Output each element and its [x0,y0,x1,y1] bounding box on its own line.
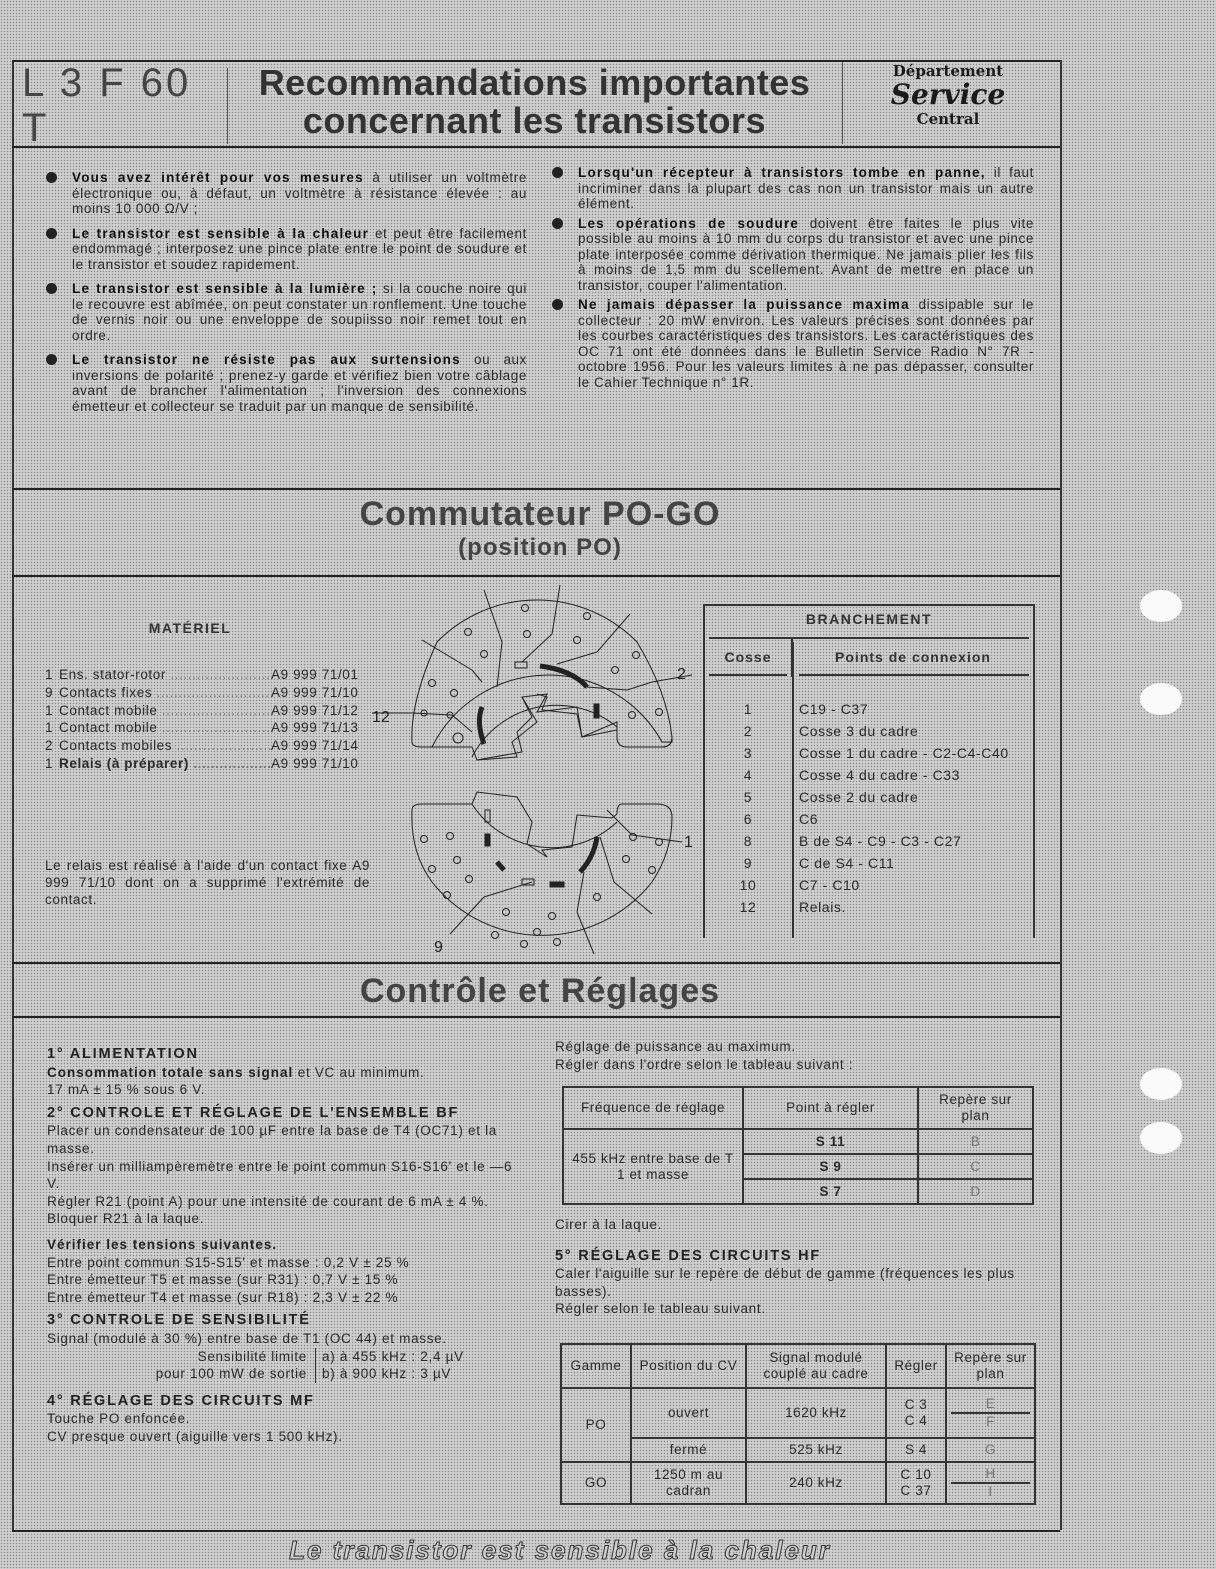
cosse-number: 8 [743,833,753,849]
verif-line: Entre point commun S15-S15' et masse : 0,2 V ± 25 % [47,1254,410,1270]
cosse-number: 6 [743,811,753,827]
step-value: 17 mA ± 15 % sous 6 V. [47,1082,206,1098]
repere [946,1388,1035,1438]
col-cosse: Cosse [705,639,793,677]
materiel-qty: 2 [45,738,54,754]
binder-hole [1140,683,1182,715]
connection-points: B de S4 - C9 - C3 - C27 [799,833,962,849]
step-line: Bloquer R21 à la laque. [47,1211,205,1227]
mobile-contact [540,666,587,687]
table-row [705,742,1033,764]
repere: D [970,1183,981,1199]
footer-slogan: Le transistor est sensible à la chaleur [289,1535,831,1565]
recommendation-text: ou aux inversions de polarité ; prenez-y garde et vérifiez bien votre câblage avant de brancher l'alimentation ; l'inversion des connexions émetteur et collecteur se traduit par un manque de sensibilité. [72,352,528,414]
connection-points: Cosse 4 du cadre - C33 [799,767,961,783]
table-row [561,1462,1035,1504]
connection-points: Cosse 1 du cadre - C2-C4-C40 [799,745,1009,761]
connection-points: Cosse 3 du cadre [799,723,919,739]
point-a-regler: S 7 [743,1179,918,1204]
verif-line: Entre émetteur T5 et masse (sur R31) : 0,7 V ± 15 % [47,1272,399,1288]
repere-item: H [951,1466,1030,1484]
connection-points: Relais. [799,899,846,915]
step-line: Régler selon le tableau suivant. [555,1301,766,1317]
upper-wafer [372,585,692,760]
bullet-icon [46,283,57,294]
branchement-title: BRANCHEMENT [709,606,1029,639]
materiel-title: MATÉRIEL [148,620,232,636]
controle-right-2 [555,1216,1040,1318]
table-row [705,720,1033,742]
materiel-item [45,737,385,755]
connection-points: C6 [799,811,819,827]
recommendation-lead: Le transistor ne résiste pas aux surtensions [72,352,461,367]
recommendation-text: et peut être facilement endommagé ; interposez une pince plate entre le point de soudure et le transistor et soudez rapidement. [72,225,528,272]
point-a-regler: S 9 [743,1154,918,1179]
table-row [705,852,1033,874]
repere-item: F [986,1414,995,1429]
col-header: Signal modulé couplé au cadre [746,1344,886,1388]
col-header: Régler [886,1344,946,1388]
mf-table [562,1086,1034,1205]
table-row [705,830,1033,852]
recommendation-text: à utiliser un voltmètre électronique ou, à défaut, un voltmètre à résistance élevée : au moins 10 000 Ω/V ; [72,170,527,216]
recommendation [548,165,1034,212]
recommendation-lead: Les opérations de soudure [578,215,800,231]
section-subtitle-commutateur: (position PO) [458,534,622,561]
materiel-desc: Ens. stator-rotor ..... [59,666,271,684]
repere-item: I [988,1484,993,1499]
title-line-1: Recommandations importantes [258,62,811,103]
department-logo [842,62,1053,144]
step-line: Cirer à la laque. [555,1217,663,1232]
department-main: Service [890,78,1006,111]
connection-points: C19 - C37 [799,701,869,717]
step-line: Régler R21 (point A) pour une intensité de courant de 6 mA ± 4 %. [47,1193,489,1209]
step-line: Insérer un milliampèremètre entre le point commun S16-S16' et le —6 V. [47,1158,513,1192]
repere: C [918,1154,1033,1179]
recommendation [42,170,527,217]
bullet-icon [46,172,57,183]
materiel-qty: 9 [45,684,54,700]
department-top: Département [892,62,1004,80]
sensitivity-label-2: pour 100 mW de sortie [155,1366,307,1382]
step-line: Caler l'aiguille sur le repère de début de gamme (fréquences les plus basses). [555,1266,1015,1299]
signal: 525 kHz [746,1438,886,1462]
step-title: 5° RÉGLAGE DES CIRCUITS HF [555,1247,822,1264]
table-row [561,1388,1035,1438]
materiel-desc: Contact mobile ..... [59,702,271,720]
materiel-ref: A9 999 71/10 [271,755,359,771]
cosse-number: 2 [743,723,753,739]
hf-table [560,1343,1036,1505]
section-title-commutateur: Commutateur PO-GO [359,495,721,533]
step-text-rest: et VC au minimum. [293,1064,425,1080]
binder-hole [1140,1122,1182,1154]
divider [12,488,1060,490]
col-points: Points de connexion [835,649,991,665]
divider [12,146,1060,148]
regler-item: C 37 [900,1483,932,1498]
col-header: Fréquence de réglage [563,1087,743,1129]
binder-hole [1140,1068,1182,1100]
materiel-desc: Contacts mobiles ..... [59,737,271,755]
cosse-number: 10 [739,877,757,893]
sensitivity-value-a: a) à 455 kHz : 2,4 µV [322,1348,464,1364]
regler [886,1388,946,1438]
materiel-item [45,684,385,702]
divider [799,674,1029,676]
mobile-contact [497,862,504,870]
connection-points: C de S4 - C11 [799,855,895,871]
contact-slot [515,662,527,668]
department-bottom: Central [916,110,980,128]
bullet-icon [552,299,563,310]
materiel-desc: Relais (à préparer) ..... [59,755,271,773]
recommendation [548,216,1034,294]
cv-position: ouvert [631,1388,746,1438]
repere: B [918,1129,1033,1154]
cosse-label: 2 [677,666,686,683]
cosse-number: 4 [743,767,753,783]
col-header: Repère sur plan [946,1344,1035,1388]
step-line: Régler dans l'ordre selon le tableau suivant : [555,1056,854,1072]
recommendation-text: doivent être faites le plus vite possible au moins à 10 mm du corps du transistor et avec une pince plate interposée comme dérivation thermique. Ne jamais plier les fils à moins de 1,5 mm du scellement. Avant de mettre en place un transistor, couper l'alimentation. [578,215,1034,293]
sensitivity-value-b: b) à 900 kHz : 3 µV [322,1366,452,1382]
step-title: 2° CONTROLE ET RÉGLAGE DE L'ENSEMBLE BF [47,1104,460,1121]
title-line-2: concernant les transistors [302,100,767,141]
materiel-item [45,755,385,773]
cosse-number: 12 [739,899,757,915]
materiel-ref: A9 999 71/12 [271,702,359,718]
step-title: 1° ALIMENTATION [47,1046,199,1062]
recommendation-text: dissipable sur le collecteur : 20 mW environ. Les valeurs précises sont données par les courbes caractéristiques des transistors. Les caractéristiques des OC 71 ont été données dans le Bulletin Service Radio N° 7R - octobre 1956. Pour les valeurs limites à ne pas dépasser, consulter le Cahier Technique n° 1R. [578,297,1034,390]
regler-item: C 3 [904,1397,928,1412]
col-header: Repère sur plan [918,1087,1033,1129]
table-header-row [563,1087,1033,1129]
table-row [705,808,1033,830]
table-row [705,786,1033,808]
recommendation [548,297,1034,390]
sensitivity-label-1: Sensibilité limite [197,1348,307,1364]
materiel-ref: A9 999 71/14 [271,738,359,754]
branchement-body [705,680,1033,938]
recommendation [42,352,527,414]
cv-position: fermé [631,1438,746,1462]
binder-hole [1140,590,1182,622]
table-row [563,1129,1033,1154]
controle-right [555,1038,1040,1073]
regler: S 4 [886,1438,946,1462]
switch-diagram [372,582,702,960]
bullet-icon [552,218,563,229]
signal: 240 kHz [746,1462,886,1504]
step-line: Signal (modulé à 30 %) entre base de T1 (OC 44) et masse. [47,1330,447,1346]
signal: 1620 kHz [746,1388,886,1438]
cosse-number: 9 [743,855,753,871]
repere [946,1462,1035,1504]
materiel-desc: Contacts fixes ..... [59,684,271,702]
cosse-label: 12 [372,709,390,726]
materiel-ref: A9 999 71/01 [271,667,359,682]
gamme: PO [561,1388,631,1462]
connection-points: Cosse 2 du cadre [799,789,919,805]
model-code: L 3 F 60 T [22,68,228,144]
divider [12,575,1060,577]
branchement-rows [705,698,1033,918]
materiel-qty: 1 [45,702,54,718]
col-header: Gamme [561,1344,631,1388]
mf-frequency: 455 kHz entre base de T 1 et masse [563,1129,743,1204]
materiel-list [45,666,385,773]
materiel-ref: A9 999 71/13 [271,720,359,736]
step-title: 4° RÉGLAGE DES CIRCUITS MF [47,1392,315,1409]
cosse-number: 3 [743,745,753,761]
step-line: Placer un condensateur de 100 µF entre la base de T4 (OC71) et la masse. [47,1123,498,1156]
mobile-contact [485,834,490,846]
recommendation-lead: Ne jamais dépasser la puissance maxima [578,297,910,312]
recommendation [42,226,527,273]
materiel-ref: A9 999 71/10 [271,684,359,700]
point-a-regler: S 11 [743,1129,918,1154]
controle-left [47,1040,527,1445]
recommendations-right [548,165,1034,394]
regler [886,1462,946,1504]
materiel-item [45,719,385,737]
verif-line: Entre émetteur T4 et masse (sur R18) : 2,3 V ± 22 % [47,1289,399,1305]
table-header-row [561,1344,1035,1388]
recommendation-lead: Vous avez intérêt pour vos mesures [72,170,364,185]
table-row [705,874,1033,896]
sensitivity-label [97,1348,315,1383]
col-header: Point à régler [743,1087,918,1129]
bullet-icon [46,228,57,239]
recommendation-lead: Le transistor est sensible à la chaleur [72,225,370,241]
step-lead: Consommation totale sans signal [47,1064,294,1080]
branchement-table [703,604,1035,938]
step-title: 3° CONTROLE DE SENSIBILITÉ [47,1312,311,1329]
materiel-item [45,702,385,720]
recommendation-text: si la couche noire qui le recouvre est abîmée, on peut constater un ronflement. Une touche de vernis noir ou une enveloppe de soupiisso noir remet tout en ordre. [72,281,527,343]
cosse-label: 1 [684,834,693,851]
materiel-desc: Contact mobile ..... [59,719,271,737]
table-row [561,1438,1035,1462]
step-line: CV presque ouvert (aiguille vers 1 500 kHz). [47,1428,343,1444]
recommendation [42,281,527,343]
recommendation-text: il faut incriminer dans la plupart des cas non un transistor mais un autre élément. [578,165,1034,211]
divider [12,1530,1060,1532]
recommendations-left [42,170,527,423]
relais-note: Le relais est réalisé à l'aide d'un contact fixe A9 999 71/10 dont on a supprimé l'extrémité de contact. [45,858,370,907]
mobile-contact [550,882,564,887]
lower-wafer [412,792,693,956]
connection-points: C7 - C10 [799,877,860,893]
table-row [705,896,1033,918]
repere: G [946,1438,1035,1462]
divider [12,1016,1060,1018]
step-text [47,1064,527,1082]
sensitivity-block [97,1348,527,1383]
step-line: Touche PO enfoncée. [47,1411,191,1427]
mobile-contact [594,704,599,718]
sensitivity-values [315,1348,464,1383]
bullet-icon [46,354,57,365]
divider [709,674,787,676]
branchement-header [705,639,1033,677]
table-row [705,698,1033,720]
bullet-icon [552,167,563,178]
materiel-qty: 1 [45,667,54,682]
regler-item: C 10 [900,1467,932,1482]
section-title-controle: Contrôle et Réglages [359,972,721,1010]
materiel-item [45,666,385,684]
cosse-number: 5 [743,789,753,805]
regler-item: C 4 [904,1413,928,1428]
cosse-label: 9 [434,939,443,956]
step-line: Réglage de puissance au maximum. [555,1039,796,1054]
col-header: Position du CV [631,1344,746,1388]
repere-item: E [951,1396,1030,1414]
materiel-qty: 1 [45,720,54,736]
recommendation-lead: Le transistor est sensible à la lumière ; [72,281,378,296]
divider [12,962,1060,964]
recommendation-lead: Lorsqu'un récepteur à transistors tombe en panne, [578,165,986,180]
materiel-qty: 1 [45,755,54,771]
mobile-contact [479,707,484,744]
cosse-number: 1 [743,701,753,717]
table-row [705,764,1033,786]
gamme: GO [561,1462,631,1504]
cv-position: 1250 m au cadran [631,1462,746,1504]
verif-title: Vérifier les tensions suivantes. [47,1236,278,1252]
page-title [232,64,837,140]
